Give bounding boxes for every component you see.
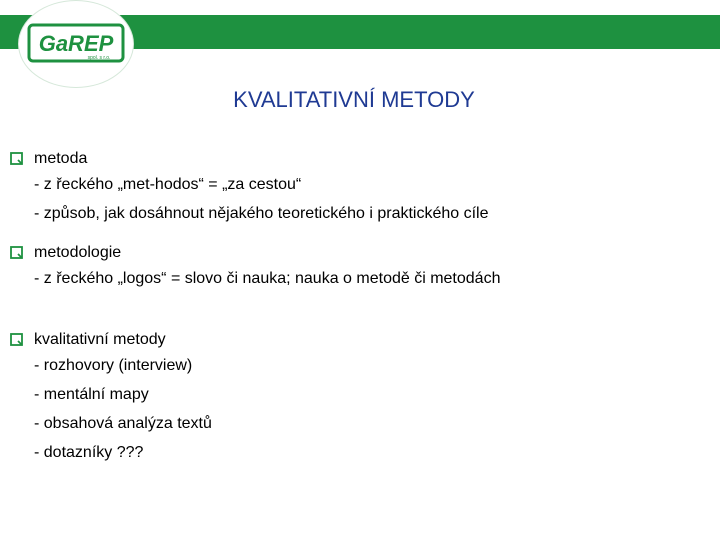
company-logo <box>18 0 134 88</box>
item-detail: - způsob, jak dosáhnout nějakého teoretického i praktického cíle <box>34 205 489 222</box>
item-heading: metoda <box>34 150 88 167</box>
item-detail: - mentální mapy <box>34 386 149 403</box>
logo-graphic <box>19 1 133 87</box>
list-item <box>10 329 700 467</box>
item-heading: kvalitativní metody <box>34 331 166 348</box>
checkbox-square-icon <box>10 246 23 259</box>
item-heading: metodologie <box>34 244 122 261</box>
checkbox-square-icon <box>10 152 23 165</box>
content-list <box>10 148 700 481</box>
item-detail: - dotazníky ??? <box>34 444 144 461</box>
item-detail: - rozhovory (interview) <box>34 357 193 374</box>
page-title: KVALITATIVNÍ METODY <box>233 87 475 112</box>
item-detail: - z řeckého „logos“ = slovo či nauka; nauka o metodě či metodách <box>34 270 501 287</box>
checkbox-square-icon <box>10 333 23 346</box>
logo-brand: GaREP <box>38 31 114 56</box>
item-detail: - obsahová analýza textů <box>34 415 212 432</box>
logo-subtext: spol. s r.o. <box>87 55 111 61</box>
list-item <box>10 148 700 228</box>
list-item <box>10 242 700 293</box>
item-detail: - z řeckého „met-hodos“ = „za cestou“ <box>34 176 302 193</box>
